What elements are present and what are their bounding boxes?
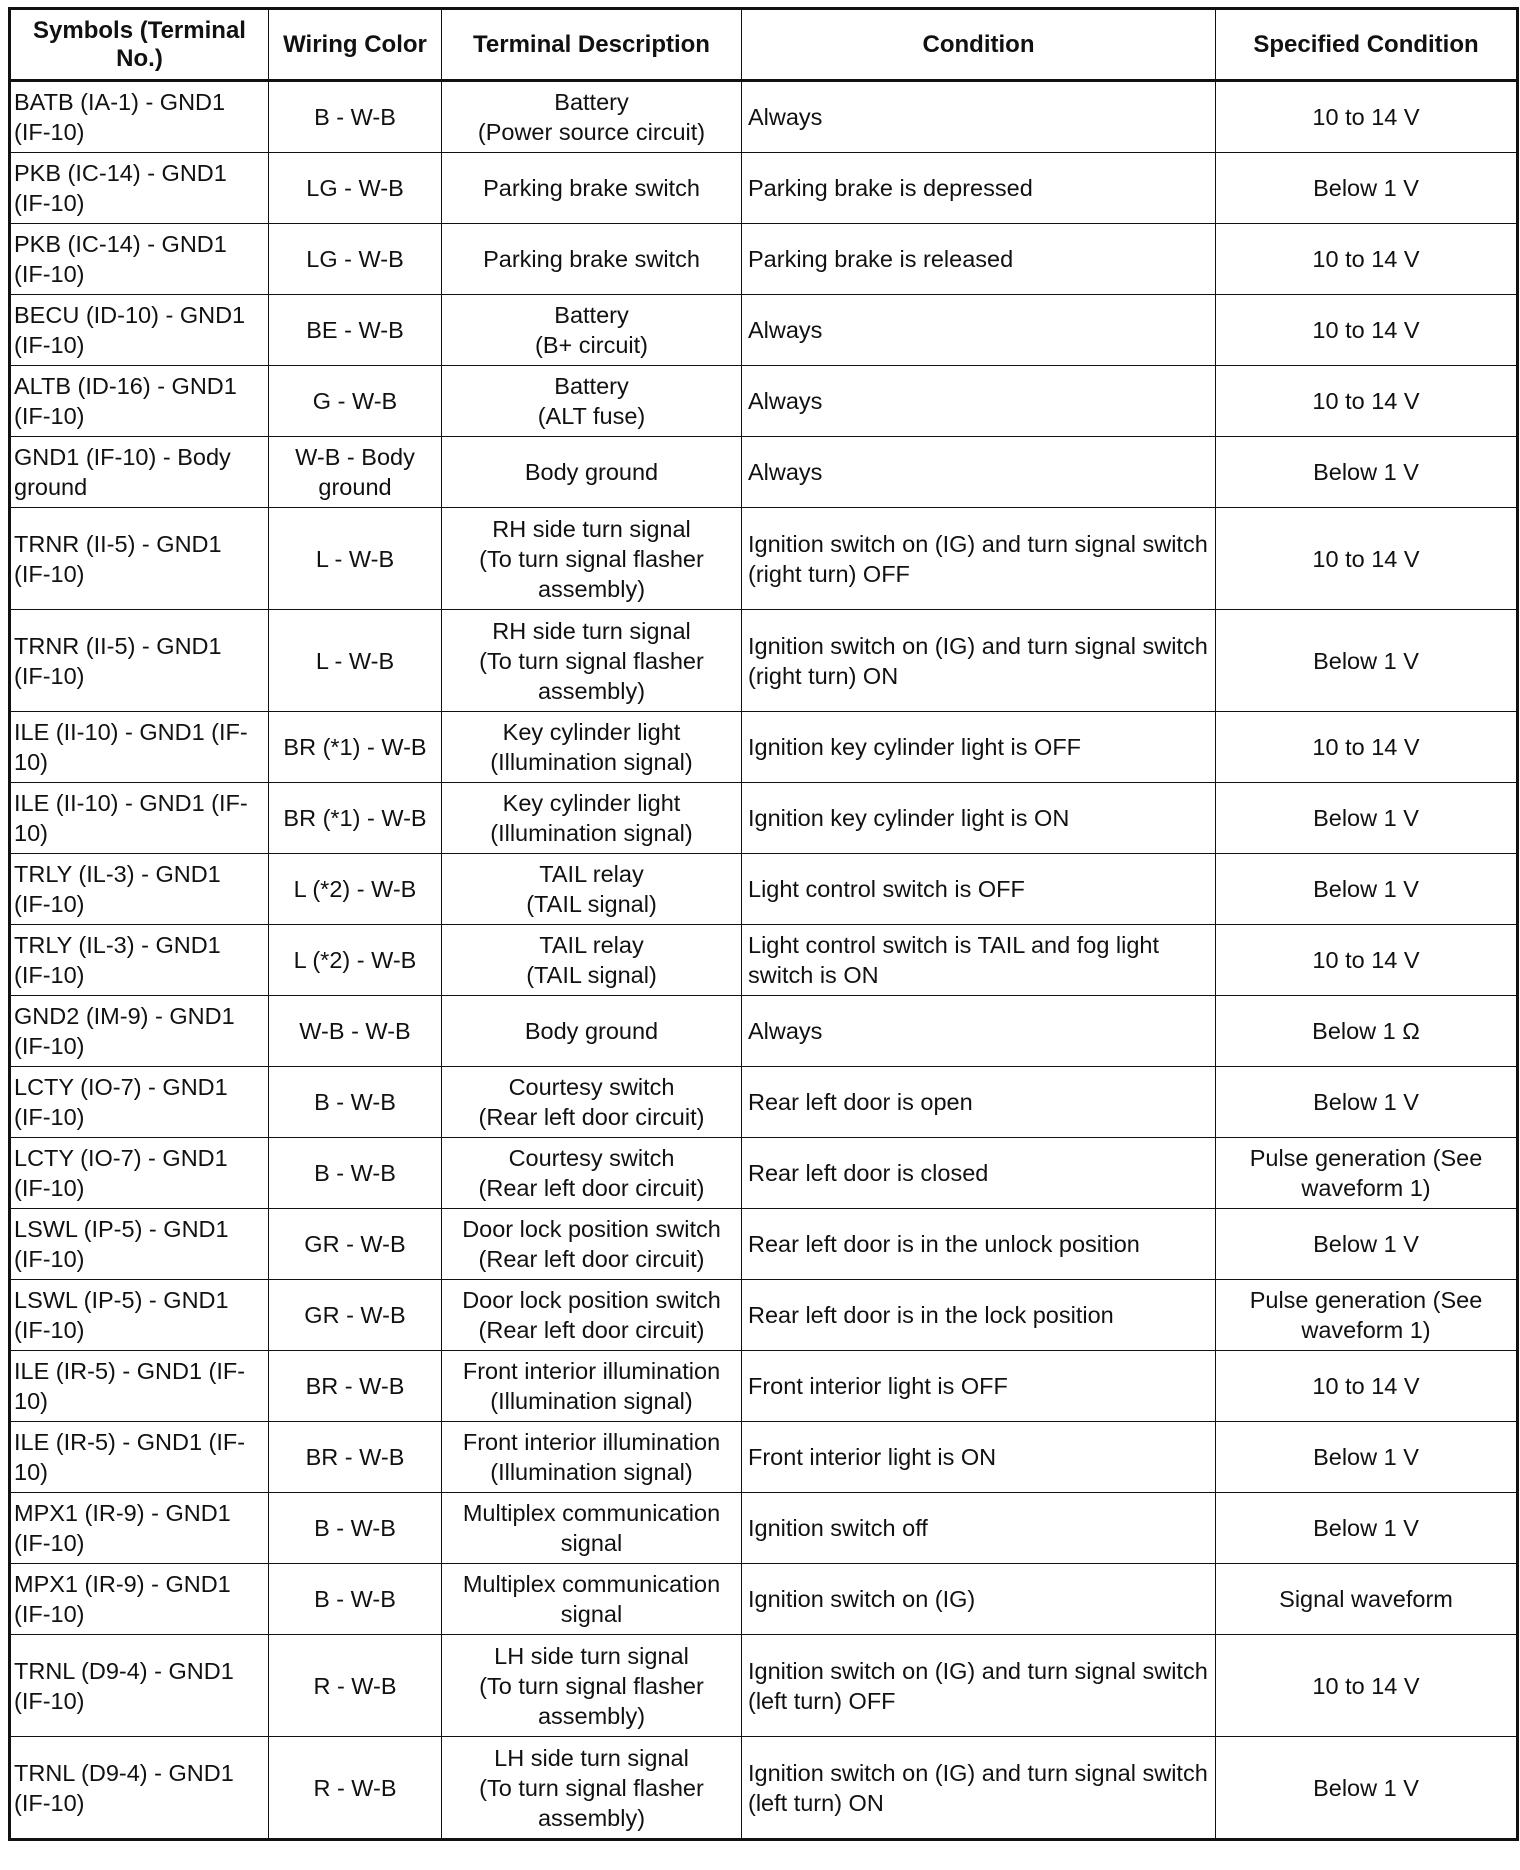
description-line: Door lock position switch (462, 1216, 721, 1242)
cell-wiring-color: GR - W-B (269, 1280, 442, 1351)
cell-symbol: TRNR (II-5) - GND1 (IF-10) (10, 610, 269, 712)
cell-specified-condition: Below 1 V (1216, 854, 1518, 925)
cell-terminal-description (442, 1138, 742, 1209)
description-line: signal (560, 1601, 623, 1627)
cell-symbol: ILE (IR-5) - GND1 (IF-10) (10, 1422, 269, 1493)
cell-symbol: GND2 (IM-9) - GND1 (IF-10) (10, 996, 269, 1067)
cell-specified-condition: 10 to 14 V (1216, 224, 1518, 295)
description-line: (Rear left door circuit) (478, 1104, 705, 1130)
description-line: Front interior illumination (462, 1429, 721, 1455)
terminal-table (8, 7, 1519, 1841)
cell-wiring-color: W-B - W-B (269, 996, 442, 1067)
cell-symbol: PKB (IC-14) - GND1 (IF-10) (10, 153, 269, 224)
cell-terminal-description (442, 712, 742, 783)
cell-specified-condition: Below 1 V (1216, 783, 1518, 854)
description-line: (Rear left door circuit) (478, 1317, 705, 1343)
table-row (10, 1493, 1518, 1564)
cell-terminal-description (442, 508, 742, 610)
description-line: Key cylinder light (502, 719, 681, 745)
table-row (10, 153, 1518, 224)
cell-symbol: ILE (IR-5) - GND1 (IF-10) (10, 1351, 269, 1422)
description-line: Battery (554, 89, 629, 115)
cell-specified-condition: Pulse generation (See waveform 1) (1216, 1280, 1518, 1351)
cell-specified-condition: Below 1 V (1216, 437, 1518, 508)
cell-terminal-description (442, 610, 742, 712)
table-row (10, 508, 1518, 610)
cell-condition: Always (742, 81, 1216, 153)
cell-terminal-description (442, 925, 742, 996)
cell-symbol: TRNL (D9-4) - GND1 (IF-10) (10, 1635, 269, 1737)
description-line: Body ground (524, 1018, 659, 1044)
cell-symbol: ILE (II-10) - GND1 (IF-10) (10, 712, 269, 783)
cell-wiring-color: B - W-B (269, 1564, 442, 1635)
description-line: Courtesy switch (508, 1145, 675, 1171)
cell-specified-condition: 10 to 14 V (1216, 1351, 1518, 1422)
cell-specified-condition: Below 1 V (1216, 1209, 1518, 1280)
description-line: Courtesy switch (508, 1074, 675, 1100)
cell-terminal-description (442, 153, 742, 224)
cell-condition: Ignition switch on (IG) and turn signal switch (right turn) OFF (742, 508, 1216, 610)
description-line: assembly) (537, 1804, 646, 1831)
description-line: (To turn signal flasher (479, 1774, 704, 1801)
cell-terminal-description (442, 783, 742, 854)
cell-specified-condition: Signal waveform (1216, 1564, 1518, 1635)
cell-specified-condition: 10 to 14 V (1216, 925, 1518, 996)
cell-specified-condition: 10 to 14 V (1216, 712, 1518, 783)
cell-symbol: MPX1 (IR-9) - GND1 (IF-10) (10, 1493, 269, 1564)
description-line: (Power source circuit) (477, 119, 706, 145)
cell-terminal-description (442, 81, 742, 153)
description-line: Multiplex communication (462, 1500, 721, 1526)
table-row (10, 366, 1518, 437)
cell-condition: Always (742, 295, 1216, 366)
terminal-table-container (8, 7, 1516, 1841)
cell-condition: Ignition switch on (IG) and turn signal switch (left turn) OFF (742, 1635, 1216, 1737)
cell-symbol: MPX1 (IR-9) - GND1 (IF-10) (10, 1564, 269, 1635)
cell-terminal-description (442, 1280, 742, 1351)
cell-condition: Light control switch is TAIL and fog light switch is ON (742, 925, 1216, 996)
table-row (10, 437, 1518, 508)
table-row (10, 1351, 1518, 1422)
cell-wiring-color: B - W-B (269, 1493, 442, 1564)
cell-wiring-color: G - W-B (269, 366, 442, 437)
cell-symbol: GND1 (IF-10) - Body ground (10, 437, 269, 508)
cell-terminal-description (442, 1493, 742, 1564)
description-line: Door lock position switch (462, 1287, 721, 1313)
cell-wiring-color: W-B - Body ground (269, 437, 442, 508)
header-symbols: Symbols (Terminal No.) (10, 9, 269, 81)
cell-condition: Ignition key cylinder light is ON (742, 783, 1216, 854)
cell-terminal-description (442, 1209, 742, 1280)
description-line: (Illumination signal) (490, 1388, 693, 1414)
description-line: (ALT fuse) (537, 403, 646, 429)
cell-specified-condition: Below 1 Ω (1216, 996, 1518, 1067)
description-line: Key cylinder light (502, 790, 681, 816)
cell-condition: Front interior light is ON (742, 1422, 1216, 1493)
cell-specified-condition: Pulse generation (See waveform 1) (1216, 1138, 1518, 1209)
cell-wiring-color: L (*2) - W-B (269, 854, 442, 925)
description-line: assembly) (537, 1702, 646, 1729)
description-line: (To turn signal flasher (479, 1672, 704, 1699)
cell-wiring-color: B - W-B (269, 1138, 442, 1209)
description-line: (B+ circuit) (535, 332, 648, 358)
description-line: TAIL relay (539, 861, 644, 887)
cell-wiring-color: L - W-B (269, 610, 442, 712)
cell-terminal-description (442, 1635, 742, 1737)
cell-terminal-description (442, 854, 742, 925)
cell-wiring-color: BR - W-B (269, 1351, 442, 1422)
cell-specified-condition: 10 to 14 V (1216, 295, 1518, 366)
table-row (10, 783, 1518, 854)
table-row (10, 1635, 1518, 1737)
description-line: LH side turn signal (494, 1744, 689, 1771)
description-line: assembly) (537, 575, 646, 602)
table-row (10, 854, 1518, 925)
cell-terminal-description (442, 366, 742, 437)
cell-condition: Ignition key cylinder light is OFF (742, 712, 1216, 783)
cell-wiring-color: BE - W-B (269, 295, 442, 366)
cell-wiring-color: BR (*1) - W-B (269, 712, 442, 783)
cell-wiring-color: R - W-B (269, 1737, 442, 1840)
cell-wiring-color: L - W-B (269, 508, 442, 610)
table-row (10, 1067, 1518, 1138)
cell-symbol: TRLY (IL-3) - GND1 (IF-10) (10, 925, 269, 996)
description-line: (Rear left door circuit) (478, 1175, 705, 1201)
cell-symbol: BECU (ID-10) - GND1 (IF-10) (10, 295, 269, 366)
description-line: (To turn signal flasher (479, 545, 704, 572)
cell-symbol: BATB (IA-1) - GND1 (IF-10) (10, 81, 269, 153)
cell-terminal-description (442, 1422, 742, 1493)
description-line: Battery (554, 373, 629, 399)
description-line: (To turn signal flasher (479, 647, 704, 674)
description-line: Body ground (524, 459, 659, 485)
cell-symbol: LCTY (IO-7) - GND1 (IF-10) (10, 1067, 269, 1138)
cell-terminal-description (442, 1737, 742, 1840)
table-row (10, 295, 1518, 366)
description-line: (Illumination signal) (490, 749, 693, 775)
cell-terminal-description (442, 1564, 742, 1635)
table-row (10, 1138, 1518, 1209)
table-row (10, 1209, 1518, 1280)
description-line: Parking brake switch (483, 246, 700, 272)
cell-terminal-description (442, 1351, 742, 1422)
table-row (10, 1422, 1518, 1493)
header-specified-condition: Specified Condition (1216, 9, 1518, 81)
cell-specified-condition: Below 1 V (1216, 610, 1518, 712)
cell-wiring-color: BR - W-B (269, 1422, 442, 1493)
description-line: Multiplex communication (462, 1571, 721, 1597)
cell-symbol: LSWL (IP-5) - GND1 (IF-10) (10, 1209, 269, 1280)
cell-specified-condition: Below 1 V (1216, 1737, 1518, 1840)
cell-condition: Front interior light is OFF (742, 1351, 1216, 1422)
cell-wiring-color: L (*2) - W-B (269, 925, 442, 996)
table-row (10, 1737, 1518, 1840)
cell-symbol: LCTY (IO-7) - GND1 (IF-10) (10, 1138, 269, 1209)
cell-symbol: LSWL (IP-5) - GND1 (IF-10) (10, 1280, 269, 1351)
cell-condition: Always (742, 366, 1216, 437)
cell-terminal-description (442, 437, 742, 508)
cell-condition: Parking brake is released (742, 224, 1216, 295)
description-line: (Illumination signal) (490, 820, 693, 846)
cell-terminal-description (442, 295, 742, 366)
cell-wiring-color: B - W-B (269, 1067, 442, 1138)
description-line: (Rear left door circuit) (478, 1246, 705, 1272)
table-row (10, 81, 1518, 153)
cell-wiring-color: BR (*1) - W-B (269, 783, 442, 854)
cell-specified-condition: Below 1 V (1216, 1493, 1518, 1564)
description-line: assembly) (537, 677, 646, 704)
cell-condition: Ignition switch on (IG) (742, 1564, 1216, 1635)
cell-specified-condition: Below 1 V (1216, 153, 1518, 224)
cell-condition: Rear left door is open (742, 1067, 1216, 1138)
table-row (10, 1564, 1518, 1635)
cell-condition: Rear left door is in the lock position (742, 1280, 1216, 1351)
cell-symbol: TRNL (D9-4) - GND1 (IF-10) (10, 1737, 269, 1840)
description-line: TAIL relay (539, 932, 644, 958)
header-wiring-color: Wiring Color (269, 9, 442, 81)
description-line: (TAIL signal) (526, 962, 657, 988)
cell-condition: Parking brake is depressed (742, 153, 1216, 224)
cell-condition: Light control switch is OFF (742, 854, 1216, 925)
header-condition: Condition (742, 9, 1216, 81)
table-row (10, 610, 1518, 712)
table-row (10, 996, 1518, 1067)
cell-condition: Ignition switch on (IG) and turn signal switch (right turn) ON (742, 610, 1216, 712)
cell-condition: Ignition switch on (IG) and turn signal switch (left turn) ON (742, 1737, 1216, 1840)
cell-condition: Rear left door is closed (742, 1138, 1216, 1209)
table-body (10, 81, 1518, 1840)
cell-specified-condition: 10 to 14 V (1216, 508, 1518, 610)
cell-wiring-color: GR - W-B (269, 1209, 442, 1280)
cell-condition: Rear left door is in the unlock position (742, 1209, 1216, 1280)
description-line: RH side turn signal (492, 617, 691, 644)
cell-symbol: TRNR (II-5) - GND1 (IF-10) (10, 508, 269, 610)
cell-terminal-description (442, 1067, 742, 1138)
header-terminal-description: Terminal Description (442, 9, 742, 81)
cell-condition: Ignition switch off (742, 1493, 1216, 1564)
cell-condition: Always (742, 996, 1216, 1067)
description-line: Parking brake switch (483, 175, 700, 201)
description-line: LH side turn signal (494, 1642, 689, 1669)
description-line: (Illumination signal) (490, 1459, 693, 1485)
cell-symbol: PKB (IC-14) - GND1 (IF-10) (10, 224, 269, 295)
description-line: Battery (554, 302, 629, 328)
cell-condition: Always (742, 437, 1216, 508)
cell-symbol: ILE (II-10) - GND1 (IF-10) (10, 783, 269, 854)
cell-terminal-description (442, 224, 742, 295)
table-row (10, 224, 1518, 295)
description-line: RH side turn signal (492, 515, 691, 542)
cell-specified-condition: Below 1 V (1216, 1422, 1518, 1493)
description-line: (TAIL signal) (526, 891, 657, 917)
description-line: signal (560, 1530, 623, 1556)
cell-wiring-color: B - W-B (269, 81, 442, 153)
table-row (10, 1280, 1518, 1351)
cell-specified-condition: 10 to 14 V (1216, 366, 1518, 437)
table-row (10, 925, 1518, 996)
cell-terminal-description (442, 996, 742, 1067)
table-row (10, 712, 1518, 783)
cell-specified-condition: 10 to 14 V (1216, 81, 1518, 153)
cell-specified-condition: 10 to 14 V (1216, 1635, 1518, 1737)
cell-wiring-color: R - W-B (269, 1635, 442, 1737)
description-line: Front interior illumination (462, 1358, 721, 1384)
cell-symbol: ALTB (ID-16) - GND1 (IF-10) (10, 366, 269, 437)
cell-wiring-color: LG - W-B (269, 153, 442, 224)
cell-specified-condition: Below 1 V (1216, 1067, 1518, 1138)
header-row (10, 9, 1518, 81)
cell-wiring-color: LG - W-B (269, 224, 442, 295)
cell-symbol: TRLY (IL-3) - GND1 (IF-10) (10, 854, 269, 925)
